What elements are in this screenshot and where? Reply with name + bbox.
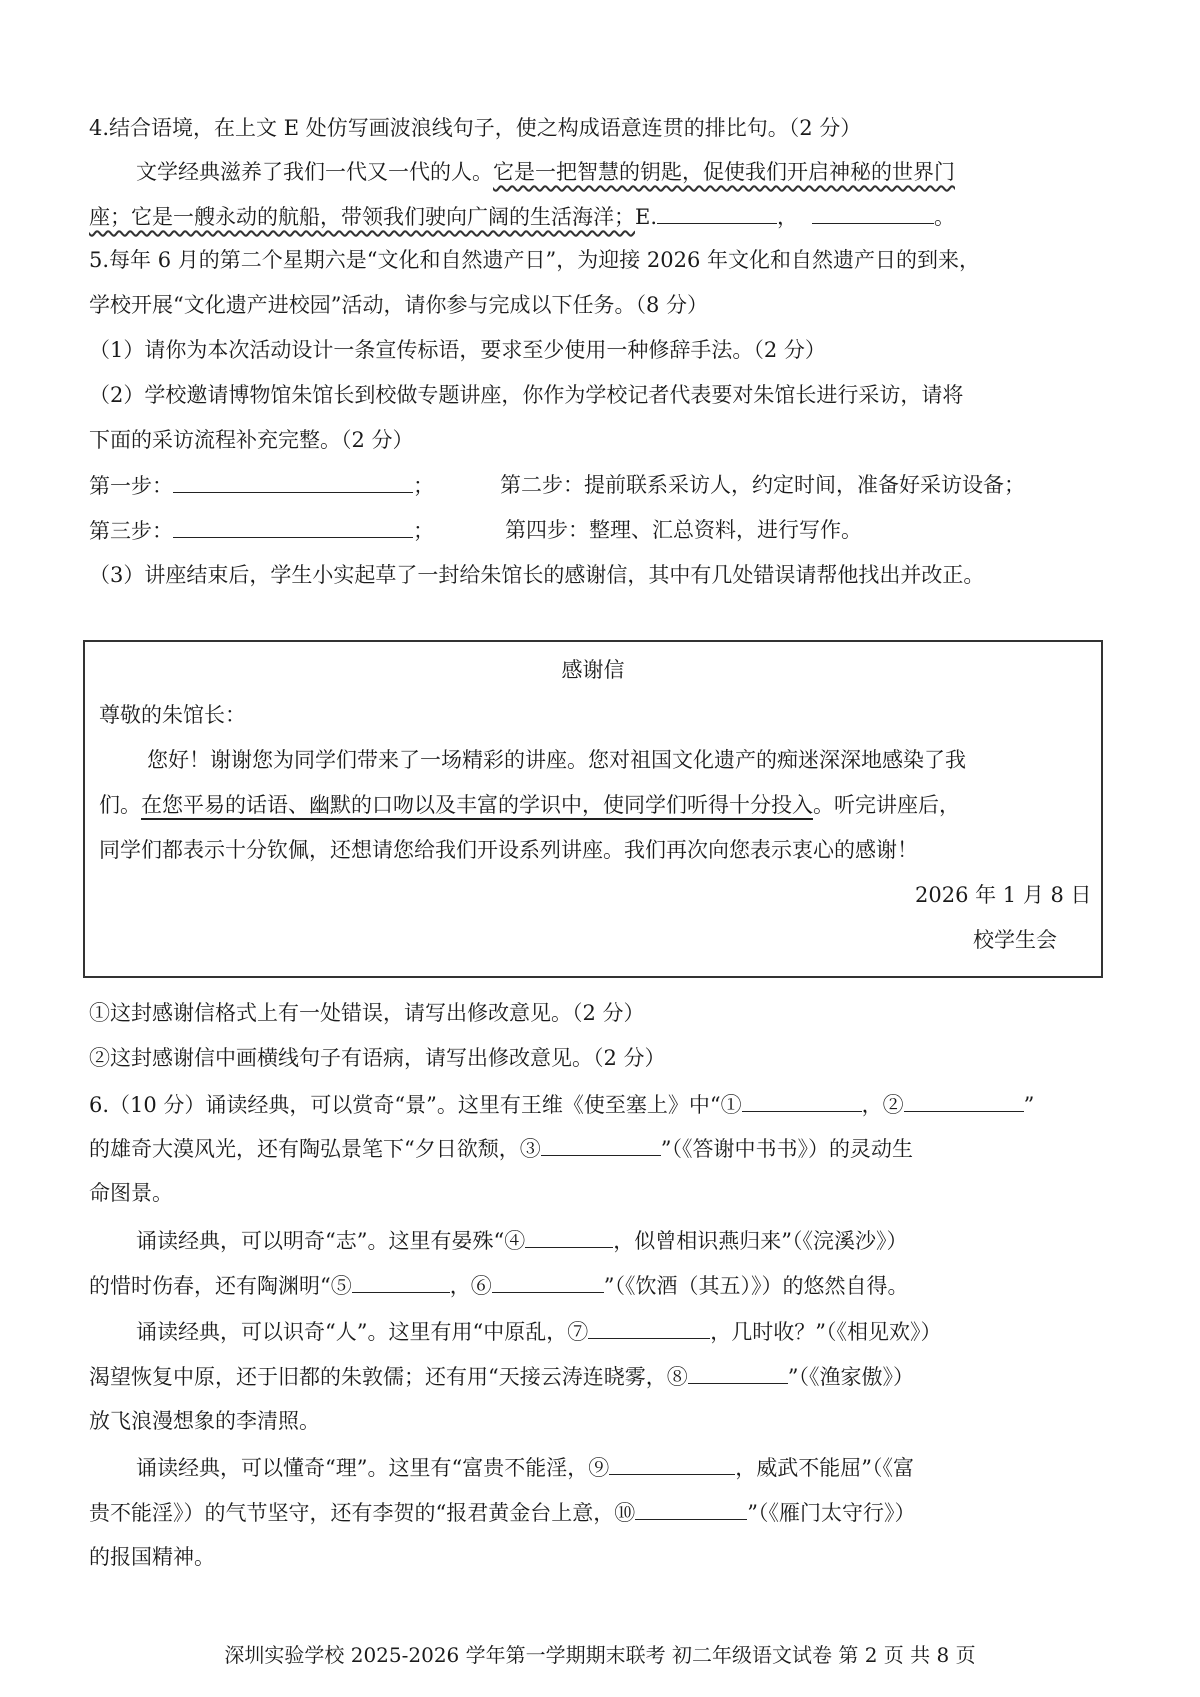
q6-l1-text: 6.（10 分）诵读经典，可以赏奇“景”。这里有王维《使至塞上》中“① bbox=[89, 1093, 742, 1117]
q6-p3-l2-text: 渴望恢复中原，还于旧都的朱敦儒；还有用“天接云涛连晓雾，⑧ bbox=[89, 1365, 688, 1389]
q6-p2-l1-post: ，似曾相识燕归来”（《浣溪沙》） bbox=[613, 1229, 908, 1253]
step1-semicolon: ； bbox=[413, 474, 434, 498]
q6-p4-l1-post: ，威武不能屈”（《富 bbox=[735, 1456, 914, 1480]
q6-p4-l2-text: 贵不能淫》）的气节坚守，还有李贺的“报君黄金台上意，⑩ bbox=[89, 1501, 636, 1525]
q6-blank-10[interactable] bbox=[635, 1497, 747, 1520]
q6-p2-l2-text: 的惜时伤春，还有陶渊明“⑤ bbox=[89, 1274, 352, 1298]
q4-wavy-sentence-b: 座；它是一艘永动的航船，带领我们驶向广阔的生活海洋； bbox=[89, 205, 635, 229]
q6-blank-1[interactable] bbox=[742, 1089, 862, 1112]
q6-p2-line2 bbox=[89, 1270, 908, 1301]
step1-label: 第一步： bbox=[89, 474, 173, 498]
page-footer: 深圳实验学校 2025-2026 学年第一学期期末联考 初二年级语文试卷 第 2 页 共 8 页 bbox=[224, 1643, 976, 1667]
q5-question-b: ②这封感谢信中画横线句子有语病，请写出修改意见。（2 分） bbox=[89, 1046, 666, 1070]
letter-salutation: 尊敬的朱馆长： bbox=[99, 703, 246, 727]
q6-p3-line2 bbox=[89, 1361, 914, 1392]
q6-line2 bbox=[89, 1133, 913, 1164]
q6-p2-l2-mid: ，⑥ bbox=[449, 1274, 492, 1298]
q6-blank-5[interactable] bbox=[352, 1270, 450, 1293]
q6-blank-9[interactable] bbox=[609, 1452, 735, 1475]
q5-line1: 5.每年 6 月的第二个星期六是“文化和自然遗产日”，为迎接 2026 年文化和自然遗产日的到来， bbox=[89, 248, 981, 272]
q6-p2-l1-text: 诵读经典，可以明奇“志”。这里有晏殊“④ bbox=[136, 1229, 526, 1253]
q4-line1 bbox=[136, 157, 955, 187]
q6-l1-mid: ，② bbox=[861, 1093, 904, 1117]
thank-you-letter-box bbox=[83, 640, 1103, 978]
letter-underlined-sentence: 在您平易的话语、幽默的口吻以及丰富的学识中，使同学们听得十分投入 bbox=[141, 793, 813, 817]
letter-signature: 校学生会 bbox=[973, 928, 1057, 952]
q4-wavy-sentence-a: 它是一把智慧的钥匙，促使我们开启神秘的世界门 bbox=[493, 160, 955, 184]
letter-body-line1: 您好！谢谢您为同学们带来了一场精彩的讲座。您对祖国文化遗产的痴迷深深地感染了我 bbox=[147, 748, 966, 772]
q6-line3: 命图景。 bbox=[89, 1181, 173, 1205]
q6-blank-8[interactable] bbox=[688, 1361, 788, 1384]
q6-p4-line2 bbox=[89, 1497, 915, 1528]
q5-sub1: （1）请你为本次活动设计一条宣传标语，要求至少使用一种修辞手法。（2 分） bbox=[89, 338, 826, 362]
q6-line1 bbox=[89, 1089, 1034, 1120]
q5-line2: 学校开展“文化遗产进校园”活动，请你参与完成以下任务。（8 分） bbox=[89, 293, 709, 317]
q6-p4-l1-text: 诵读经典，可以懂奇“理”。这里有“富贵不能淫，⑨ bbox=[136, 1456, 610, 1480]
q6-p4-line1 bbox=[136, 1452, 914, 1483]
letter-body2-post: 。听完讲座后， bbox=[813, 793, 960, 817]
letter-body-line3: 同学们都表示十分钦佩，还想请您给我们开设系列讲座。我们再次向您表示衷心的感谢！ bbox=[99, 838, 918, 862]
q6-l2-post: ”（《答谢中书书》）的灵动生 bbox=[660, 1137, 913, 1161]
q6-p3-l2-post: ”（《渔家傲》） bbox=[787, 1365, 914, 1389]
q6-blank-3[interactable] bbox=[541, 1133, 661, 1156]
q6-p3-l1-text: 诵读经典，可以识奇“人”。这里有用“中原乱，⑦ bbox=[136, 1320, 589, 1344]
q5-question-a: ①这封感谢信格式上有一处错误，请写出修改意见。（2 分） bbox=[89, 1001, 645, 1025]
q6-p4-line3: 的报国精神。 bbox=[89, 1545, 215, 1569]
q6-blank-6[interactable] bbox=[492, 1270, 604, 1293]
step3-label: 第三步： bbox=[89, 519, 173, 543]
letter-body-line2 bbox=[99, 790, 960, 820]
q6-p4-l2-post: ”（《雁门太守行》） bbox=[747, 1501, 916, 1525]
q6-p2-l2-post: ”（《饮酒（其五）》）的悠然自得。 bbox=[603, 1274, 909, 1298]
q5-sub3: （3）讲座结束后，学生小实起草了一封给朱馆长的感谢信，其中有几处错误请帮他找出并改正。 bbox=[89, 563, 985, 587]
q6-l2-text: 的雄奇大漠风光，还有陶弘景笔下“夕日欲颓，③ bbox=[89, 1137, 541, 1161]
q6-blank-2[interactable] bbox=[904, 1089, 1024, 1112]
q5-sub2-line1: （2）学校邀请博物馆朱馆长到校做专题讲座，你作为学校记者代表要对朱馆长进行采访，请将 bbox=[89, 383, 964, 407]
step1-blank[interactable] bbox=[173, 470, 413, 493]
q6-blank-4[interactable] bbox=[525, 1225, 613, 1248]
q4-e-label: E. bbox=[635, 205, 658, 229]
step3-semicolon: ； bbox=[413, 519, 434, 543]
q6-p3-line3: 放飞浪漫想象的李清照。 bbox=[89, 1409, 320, 1433]
q6-blank-7[interactable] bbox=[588, 1316, 710, 1339]
q6-p2-line1 bbox=[136, 1225, 907, 1256]
q6-l1-end: ” bbox=[1023, 1093, 1035, 1117]
q5-step2: 第二步：提前联系采访人，约定时间，准备好采访设备； bbox=[500, 473, 1025, 497]
q5-step1 bbox=[89, 470, 434, 501]
q6-p3-l1-post: ，几时收？”（《相见欢》） bbox=[710, 1320, 942, 1344]
letter-body2-pre: 们。 bbox=[99, 793, 141, 817]
q5-step4: 第四步：整理、汇总资料，进行写作。 bbox=[505, 518, 862, 542]
q5-sub2-line2: 下面的采访流程补充完整。（2 分） bbox=[89, 428, 414, 452]
step3-blank[interactable] bbox=[173, 515, 413, 538]
q4-title: 4.结合语境，在上文 E 处仿写画波浪线句子，使之构成语意连贯的排比句。（2 分） bbox=[89, 116, 862, 140]
q4-line2 bbox=[89, 201, 955, 232]
q4-blank-2[interactable] bbox=[812, 201, 934, 224]
letter-title: 感谢信 bbox=[561, 658, 625, 682]
letter-date: 2026 年 1 月 8 日 bbox=[915, 883, 1092, 907]
q5-step3 bbox=[89, 515, 434, 546]
q6-p3-line1 bbox=[136, 1316, 941, 1347]
q4-text: 文学经典滋养了我们一代又一代的人。 bbox=[136, 160, 493, 184]
q4-blank-1[interactable] bbox=[657, 201, 777, 224]
q4-period: 。 bbox=[934, 205, 956, 229]
q4-comma: ， bbox=[777, 205, 799, 229]
